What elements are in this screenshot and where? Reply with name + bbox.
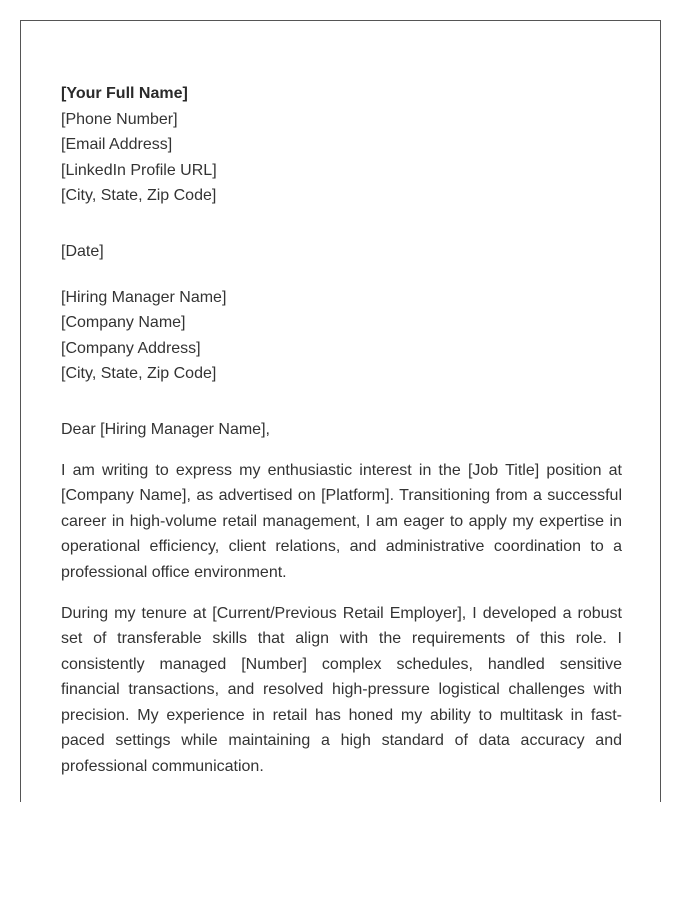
body-paragraph: I am writing to express my enthusiastic interest in the [Job Title] position at [Company Name], as advertised on [Platform]. Transitioning from a successful career in high-volume retail management, I am eager to apply my expertise in operational efficiency, client relations, and administrative coordination to a professional office environment. — [61, 461, 622, 581]
recipient-block — [61, 285, 622, 387]
recipient-name: [Hiring Manager Name] — [61, 288, 227, 306]
sender-block — [61, 81, 622, 209]
sender-phone: [Phone Number] — [61, 110, 178, 128]
body-paragraph: During my tenure at [Current/Previous Retail Employer], I developed a robust set of transferable skills that align with the requirements of this role. I consistently managed [Number] complex schedules, handled sensitive financial transactions, and resolved high-pressure logistical challenges with precision. My experience in retail has honed my ability to multitask in fast-paced settings while maintaining a high standard of data accuracy and professional communication. — [61, 604, 622, 776]
letter-date: [Date] — [61, 242, 104, 260]
recipient-company: [Company Name] — [61, 314, 186, 332]
sender-name: [Your Full Name] — [61, 85, 188, 102]
sender-location: [City, State, Zip Code] — [61, 187, 217, 205]
sender-email: [Email Address] — [61, 136, 173, 154]
salutation: Dear [Hiring Manager Name], — [61, 420, 270, 438]
recipient-location: [City, State, Zip Code] — [61, 365, 217, 383]
date-block — [61, 239, 622, 265]
sender-linkedin: [LinkedIn Profile URL] — [61, 161, 217, 179]
letter-content — [61, 81, 622, 795]
letter-page — [20, 20, 661, 802]
recipient-address: [Company Address] — [61, 339, 201, 357]
